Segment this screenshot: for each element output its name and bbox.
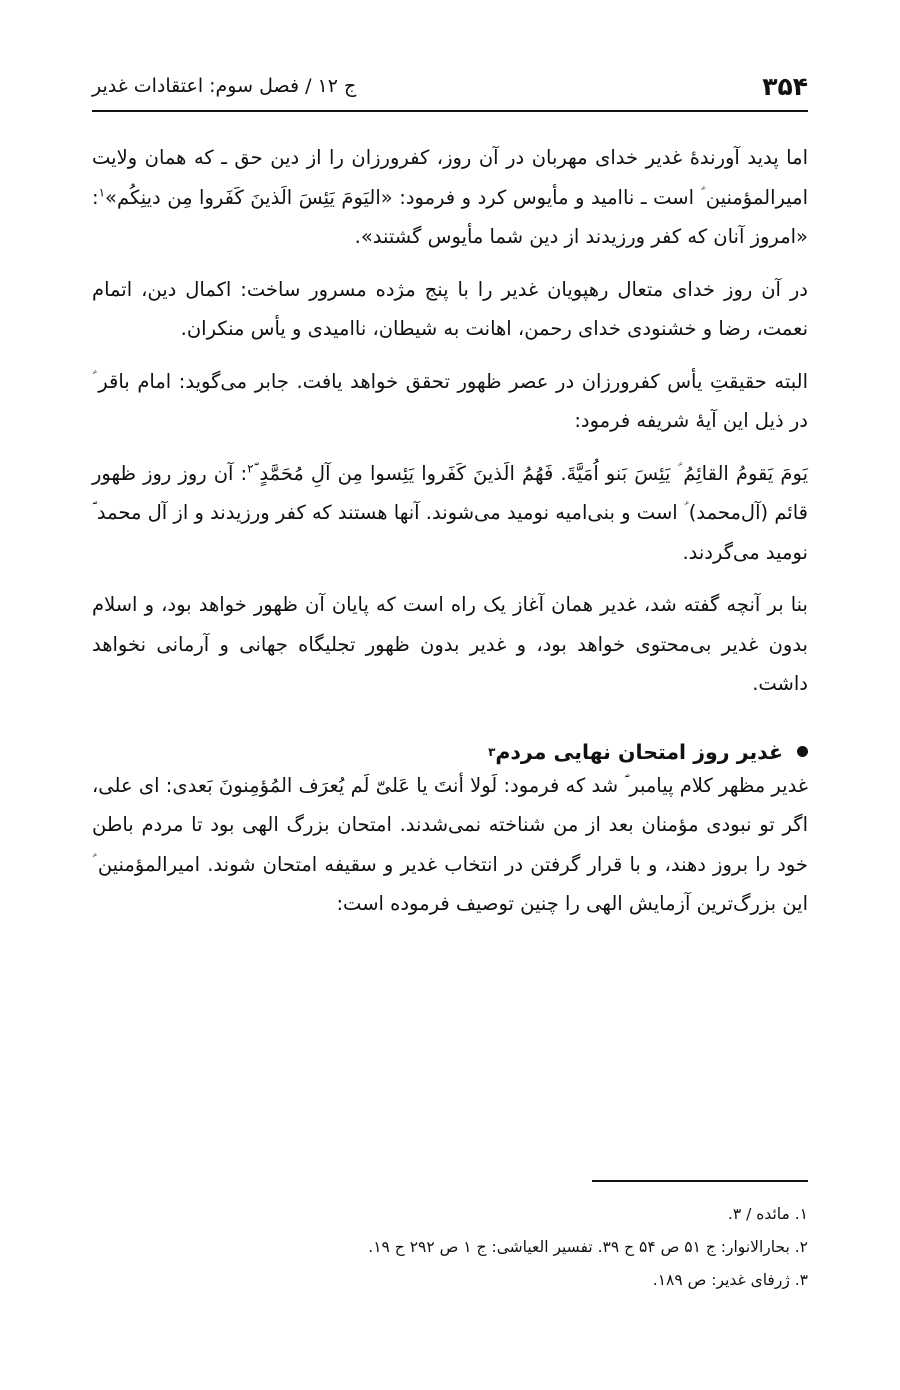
section-heading-text: غدیر روز امتحان نهایی مردم <box>495 739 783 764</box>
paragraph <box>92 138 808 257</box>
running-title: ج ۱۲ / فصل سوم: اعتقادات غدیر <box>92 75 357 97</box>
paragraph-text: : «امروز آنان که کفر ورزیدند از دین شما مأیوس گشتند». <box>92 185 808 248</box>
paragraph-text: در آن روز خدای متعال رهپویان غدیر را با پنج مژده مسرور ساخت: اکمال دین، اتمام نعمت، رضا و خشنودی خدای رحمن، اهانت به شیطان، ناامیدی و یأس منکران. <box>92 277 808 340</box>
section-paragraph <box>92 766 808 924</box>
paragraph-text: غدیر مظهر کلام پیامبر ؐ شد که فرمود: لَولا أنتَ یا عَلیّ لَم یُعرَف المُؤمِنونَ بَعدی: ای علی، اگر تو نبودی مؤمنان بعد از من شناخته نمی‌شدند. امتحان بزرگ الهی بود تا مردم باطن خود را بروز دهند، و با قرار گرفتن در انتخاب غدیر و سقیفه امتحان شوند. امیرالمؤمنین ؑ این بزرگ‌ترین آزمایش الهی را چنین توصیف فرموده است: <box>92 773 808 915</box>
footnote-item: ۲. بحارالانوار: ج ۵۱ ص ۵۴ ح ۳۹. تفسیر العیاشی: ج ۱ ص ۲۹۲ ح ۱۹. <box>368 1238 808 1256</box>
footnote-ref: ۱ <box>98 185 106 199</box>
section-heading: غدیر روز امتحان نهایی مردم ۳ <box>92 740 808 764</box>
paragraph-text: بنا بر آنچه گفته شد، غدیر همان آغاز یک راه است که پایان آن ظهور خواهد بود، و اسلام بدون غدیر بی‌محتوی خواهد بود، و غدیر بدون ظهور تجلیگاه جهانی و آرمانی نخواهد داشت. <box>92 593 808 695</box>
page-number: ۳۵۴ <box>762 71 808 101</box>
footnote-ref: ۲ <box>247 461 254 475</box>
footnote-item: ۳. ژرفای غدیر: ص ۱۸۹. <box>652 1271 808 1289</box>
paragraph <box>92 585 808 704</box>
paragraph-text: یَومَ یَقومُ القائِمُ ؑ یَئِسَ بَنو اُمَیَّةَ. فَهُمُ الَذینَ کَفَروا یَئِسوا مِن آلِ مُحَمَّدٍ ؐ <box>253 461 808 485</box>
footnotes <box>92 1198 808 1297</box>
paragraph-text: البته حقیقتِ یأس کفرورزان در عصر ظهور تحقق خواهد یافت. جابر می‌گوید: امام باقر ؑ در ذیل این آیهٔ شریفه فرمود: <box>92 369 808 432</box>
footnote-divider <box>592 1180 808 1182</box>
paragraph-text: اما پدید آورندهٔ غدیر خدای مهربان در آن روز، کفرورزان را از دین حق ـ که همان ولایت امیرالمؤمنین ؑ است ـ ناامید و مأیوس کرد و فرمود: «الیَومَ یَئِسَ الَذینَ کَفَروا مِن دینِکُم» <box>92 146 808 209</box>
footnote-item: ۱. مائده / ۳. <box>727 1205 808 1223</box>
paragraph <box>92 270 808 349</box>
paragraph <box>92 362 808 441</box>
page-header <box>92 62 808 112</box>
hadith-paragraph <box>92 454 808 573</box>
page-body <box>92 138 808 937</box>
paragraph-text: : آن روز روز ظهور قائم (آل‌محمد) ؑ است و بنی‌امیه نومید می‌شوند. آنها هستند که کفر ورزیدند و از آل محمد ؐ نومید می‌گردند. <box>92 461 808 564</box>
bullet-icon <box>797 746 808 757</box>
